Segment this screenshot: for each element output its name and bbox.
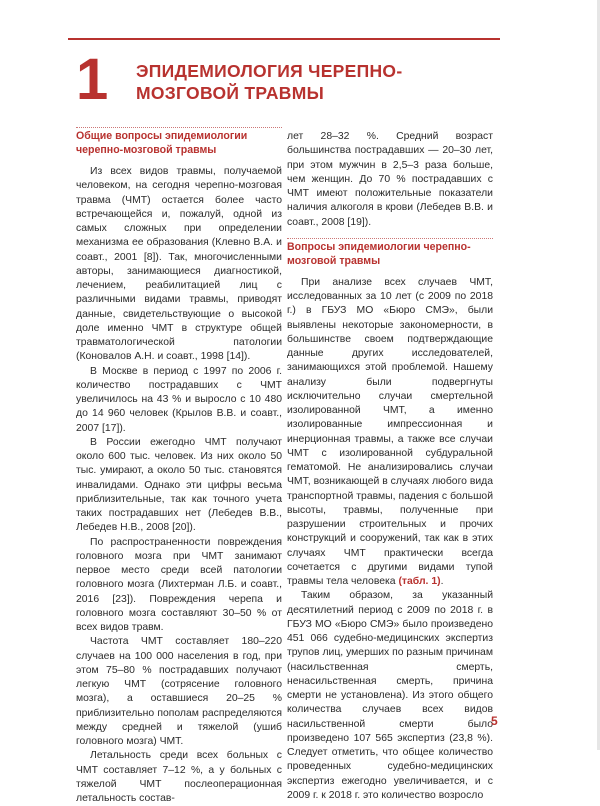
right-column (287, 130, 493, 803)
paragraph: Летальность среди всех больных с ЧМТ составляет 7–12 %, а у больных с тяжелой ЧМТ послеоперационная летальность состав- (76, 750, 282, 804)
paragraph: В Москве в период с 1997 по 2006 г. количество пострадавших с ЧМТ увеличилось на 43 % и выросло с 10 480 до 14 960 человек (Крылов В.В. и соавт., 2007 [17]). (76, 365, 282, 434)
section-heading-epidemiology: Вопросы эпидемиологии черепно-мозговой травмы (287, 238, 493, 268)
paragraph-end: . (440, 576, 444, 587)
chapter-title: ЭПИДЕМИОЛОГИЯ ЧЕРЕПНО-МОЗГОВОЙ ТРАВМЫ (136, 61, 403, 103)
paragraph: Таким образом, за указанный десятилетний период с 2009 по 2018 г. в ГБУЗ МО «Бюро СМЭ» было произведено 451 066 судебно-медицинских экспертиз трупов лиц, умерших по разным причинам (насильственная смерть, ненасильственная смерть, причина смерти не установлена). Из этого общего количества случаев всех видов насильственной смерти было произведено 107 565 экспертиз (23,8 %). Следует отметить, что общее количество проведенных судебно-медицинских экспертиз ежегодно увеличивается, и с 2009 г. к 2018 г. это количество возросло (287, 590, 493, 801)
paragraph-text: При анализе всех случаев ЧМТ, исследованных за 10 лет (с 2009 по 2018 г.) в ГБУЗ МО «Бюро СМЭ», были выявлены некоторые закономерности, в большинстве своем подтверждающие данные других исследователей, занимающихся этой проблемой. Нашему анализу были подвергнуты исключительно случаи смертельной изолированной ЧМТ, а именно изолированные импрессионная и инерционная травмы, а также все случаи ЧМТ с изолированной субдуральной гематомой. Не анализировались случаи ЧМТ, возникающей в случаях любого вида транспортной травмы, падения с большой высоты, травмы, полученные при разрушении строительных и прочих конструкций и сооружений, так как в этих случаях ЧМТ практически всегда сочетается с другими видами тупой травмы тела человека (287, 276, 493, 587)
paragraph (287, 276, 493, 590)
section-heading-general: Общие вопросы эпидемиологии черепно-мозговой травмы (76, 127, 282, 157)
paragraph: Частота ЧМТ составляет 180–220 случаев на 100 000 населения в год, при этом 75–80 % пострадавших получают легкую ЧМТ (сотрясение головного мозга), а оставшиеся 20–25 % приблизительно пополам распределяются между средней и тяжелой (ушиб головного мозга) ЧМТ. (76, 636, 282, 747)
chapter-number: 1 (76, 47, 109, 112)
table-reference-link[interactable]: (табл. 1) (398, 576, 441, 587)
paragraph: Из всех видов травмы, получаемой человеком, на сегодня черепно-мозговая травма (ЧМТ) остается более часто встречающейся и, пожалуй, одной из самых сложных при определении механизма ее образования (Клевно В.А. и соавт., 2001 [8]). Так, многочисленными авторы, занимающиеся диагностикой, лечением, реабилитацией лиц с различными видами травмы, приводят данные, свидетельствующие о высокой доле именно ЧМТ в структуре общей травматологической патологии (Коновалов А.Н. и соавт., 1998 [14]). (76, 166, 282, 363)
left-column (76, 127, 282, 806)
paragraph: По распространенности повреждения головного мозга при ЧМТ занимают первое место среди всей патологии головного мозга (Лихтерман Л.Б. и соавт., 2016 [23]). Повреждения черепа и головного мозга составляют 30–50 % от всех видов травм. (76, 536, 282, 633)
header-rule (68, 38, 500, 40)
page-number: 5 (491, 714, 498, 728)
paragraph-continuation: лет 28–32 %. Средний возраст большинства пострадавших — 20–30 лет, при этом мужчин в 2,5–3 раза больше, чем женщин. До 70 % пострадавших с ЧМТ имеют положительные показатели наличия алкоголя в крови (Лебедев В.В. и соавт., 2008 [19]). (287, 131, 493, 228)
paragraph: В России ежегодно ЧМТ получают около 600 тыс. человек. Из них около 50 тыс. умирают, а около 50 тыс. становятся инвалидами. Однако эти цифры весьма приблизительные, так как точного учета таких пострадавших нет (Лебедев В.В., Лебедев Н.В., 2008 [20]). (76, 436, 282, 534)
